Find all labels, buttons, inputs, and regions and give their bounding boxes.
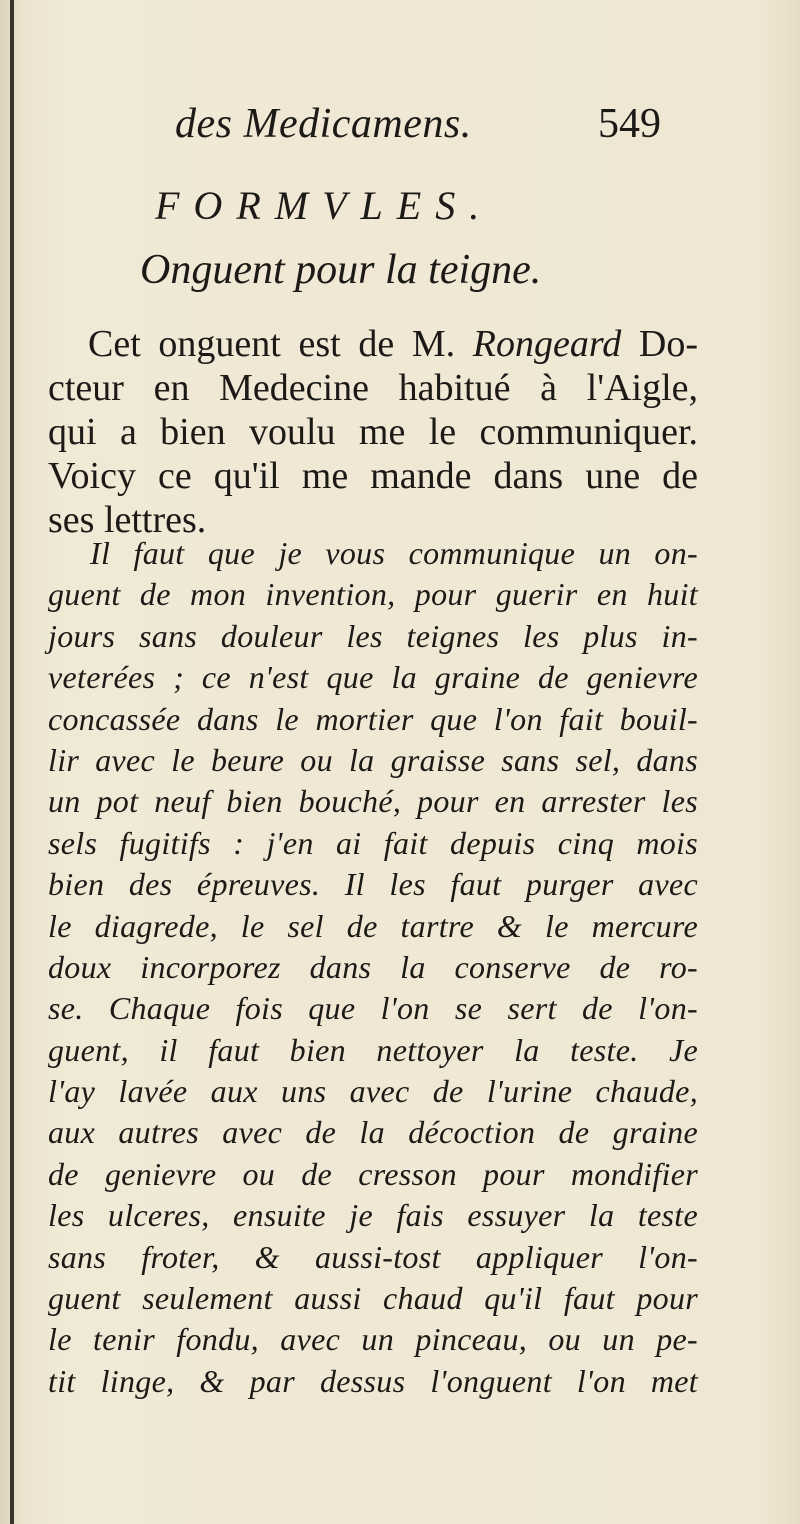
intro-line: cteur en Medecine habitué à l'Aigle, xyxy=(48,367,698,409)
author-name: Rongeard xyxy=(472,323,622,365)
recipe-title: Onguent pour la teigne. xyxy=(140,247,542,293)
quote-line: les ulceres, ensuite je fais essuyer la teste xyxy=(48,1197,698,1234)
quote-line: le diagrede, le sel de tartre & le mercure xyxy=(48,907,698,944)
quote-line: guent, il faut bien nettoyer la teste. Je xyxy=(48,1031,698,1068)
quote-line: de genievre ou de cresson pour mondifier xyxy=(48,1155,698,1192)
quote-line: concassée dans le mortier que l'on fait bouil- xyxy=(48,700,698,737)
running-head-title: des Medicamens. xyxy=(175,101,472,147)
intro-line: ses lettres. xyxy=(48,499,207,541)
intro-line: qui a bien voulu me le communiquer. xyxy=(48,411,698,453)
quote-line: un pot neuf bien bouché, pour en arrester les xyxy=(48,783,698,820)
quote-line: l'ay lavée aux uns avec de l'urine chaude, xyxy=(48,1073,698,1110)
quote-line: bien des épreuves. Il les faut purger avec xyxy=(48,866,698,903)
quote-line: jours sans douleur les teignes les plus in- xyxy=(48,617,698,654)
quote-line: Il faut que je vous communique un on- xyxy=(90,535,698,571)
quote-line: guent seulement aussi chaud qu'il faut pour xyxy=(48,1280,698,1317)
quote-line: veterées ; ce n'est que la graine de genievre xyxy=(48,659,698,696)
quote-line: sels fugitifs : j'en ai fait depuis cinq mois xyxy=(48,824,698,861)
quote-line: se. Chaque fois que l'on se sert de l'on- xyxy=(48,990,698,1027)
page-binding-edge xyxy=(10,0,14,1524)
quote-line: guent de mon invention, pour guerir en huit xyxy=(48,576,698,613)
page-number: 549 xyxy=(598,101,661,147)
section-heading: FORMVLES. xyxy=(155,183,494,228)
intro-text: Do- xyxy=(621,323,698,365)
intro-text: Cet onguent est de M. xyxy=(88,323,473,365)
intro-line: Voicy ce qu'il me mande dans une de xyxy=(48,455,698,497)
intro-line xyxy=(48,322,698,366)
quote-line: tit linge, & par dessus l'onguent l'on met xyxy=(48,1362,698,1399)
quote-line: le tenir fondu, avec un pinceau, ou un pe- xyxy=(48,1321,698,1358)
intro-paragraph xyxy=(48,322,698,542)
quote-line: lir avec le beure ou la graisse sans sel, dans xyxy=(48,741,698,778)
running-head xyxy=(0,100,800,160)
quote-line: sans froter, & aussi-tost appliquer l'on- xyxy=(48,1238,698,1275)
letter-quote-paragraph xyxy=(48,533,698,1402)
quote-line: doux incorporez dans la conserve de ro- xyxy=(48,948,698,985)
quote-line: aux autres avec de la décoction de graine xyxy=(48,1114,698,1151)
